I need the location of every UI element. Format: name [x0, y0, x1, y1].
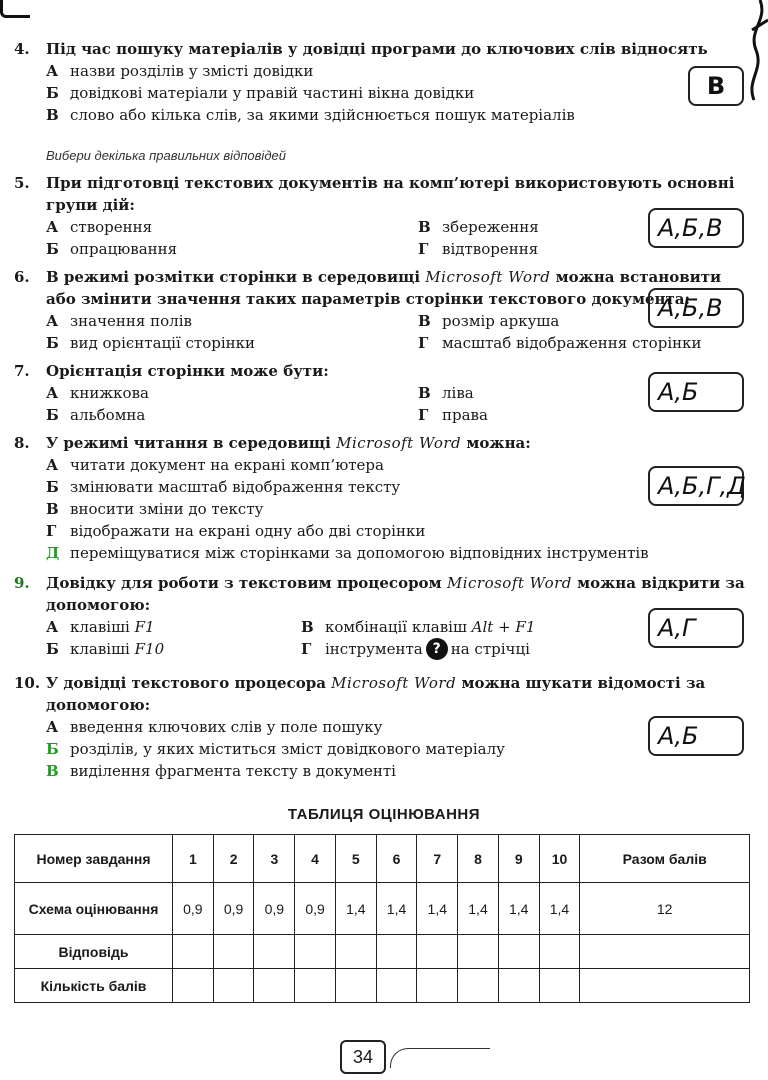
option	[46, 82, 754, 104]
question-text-part: Довідку для роботи з текстовим процесором	[46, 574, 442, 592]
option-letter: В	[46, 500, 59, 518]
question-number: 6.	[14, 268, 30, 286]
points-cell[interactable]	[254, 969, 295, 1003]
instruction-text: Вибери декілька правильних відповідей	[46, 148, 286, 163]
score-cell: 1,4	[376, 883, 417, 935]
score-cell: 1,4	[539, 883, 580, 935]
points-cell[interactable]	[498, 969, 539, 1003]
points-cell[interactable]	[335, 969, 376, 1003]
column-header: 3	[254, 835, 295, 883]
question-text-part: можна відкрити за допомогою:	[46, 574, 745, 614]
option-text: на стрічці	[450, 640, 530, 658]
score-cell: 0,9	[254, 883, 295, 935]
option-letter: А	[46, 456, 59, 474]
score-cell: 1,4	[458, 883, 499, 935]
question-number: 9.	[14, 574, 30, 592]
question-text-part: У режимі читання в середовищі	[46, 434, 331, 452]
option-text: виділення фрагмента тексту в документі	[70, 762, 396, 780]
option-text: відтворення	[442, 240, 539, 258]
option-letter: В	[418, 312, 431, 330]
score-table	[14, 834, 750, 1003]
option-text: введення ключових слів у поле пошуку	[70, 718, 383, 736]
answer-box-8[interactable]: А,Б,Г,Д	[648, 466, 744, 506]
key-name: F1	[134, 618, 155, 636]
question-4	[14, 38, 754, 126]
answer-box-10[interactable]: А,Б	[648, 716, 744, 756]
option-text: книжкова	[70, 384, 149, 402]
answer-cell[interactable]	[539, 935, 580, 969]
answer-cell[interactable]	[458, 935, 499, 969]
total-cell: 12	[580, 883, 750, 935]
corner-mark	[0, 0, 30, 18]
points-cell[interactable]	[376, 969, 417, 1003]
option-letter: В	[418, 384, 431, 402]
option	[301, 616, 641, 638]
option-letter: А	[46, 718, 59, 736]
score-cell: 1,4	[498, 883, 539, 935]
question-text	[46, 432, 754, 454]
question-number: 7.	[14, 362, 30, 380]
key-combination: Alt + F1	[471, 618, 536, 636]
points-cell[interactable]	[173, 969, 214, 1003]
question-text: Орієнтація сторінки може бути:	[46, 362, 329, 380]
table-title: ТАБЛИЦЯ ОЦІНЮВАННЯ	[287, 806, 481, 823]
question-text-part: У довідці текстового процесора	[46, 674, 326, 692]
option-text: клавіші	[70, 618, 130, 636]
answer-box-7[interactable]: А,Б	[648, 372, 744, 412]
option	[46, 332, 418, 354]
option-text: відображати на екрані одну або дві сторінки	[70, 522, 426, 540]
option-text: довідкові матеріали у правій частині вікна довідки	[70, 84, 475, 102]
answer-box-9[interactable]: А,Г	[648, 608, 744, 648]
points-cell[interactable]	[417, 969, 458, 1003]
help-question-icon: ?	[426, 638, 448, 660]
option-letter: А	[46, 384, 59, 402]
option	[46, 760, 754, 782]
option-letter: Б	[46, 406, 59, 424]
question-6	[14, 266, 754, 354]
answer-cell[interactable]	[254, 935, 295, 969]
option-letter: Г	[301, 640, 312, 658]
option-letter: Г	[418, 334, 429, 352]
answer-cell[interactable]	[213, 935, 254, 969]
app-name: Microsoft Word	[446, 574, 572, 592]
app-name: Microsoft Word	[425, 268, 551, 286]
column-header: 2	[213, 835, 254, 883]
option	[46, 520, 754, 542]
page-number-decoration	[390, 1048, 490, 1068]
option-letter: Г	[418, 406, 429, 424]
option-text: переміщуватися між сторінками за допомогою відповідних інструментів	[70, 544, 649, 562]
answer-cell[interactable]	[173, 935, 214, 969]
option-text: клавіші	[70, 640, 130, 658]
option	[46, 616, 301, 638]
option	[46, 60, 754, 82]
app-name: Microsoft Word	[331, 674, 457, 692]
answer-cell[interactable]	[295, 935, 336, 969]
question-text	[46, 672, 754, 716]
option-text: права	[442, 406, 488, 424]
question-10	[14, 672, 754, 782]
answer-cell[interactable]	[417, 935, 458, 969]
table-header-label: Номер завдання	[15, 835, 173, 883]
option-letter: Г	[46, 522, 57, 540]
option-letter: Б	[46, 640, 59, 658]
score-cell: 0,9	[295, 883, 336, 935]
app-name: Microsoft Word	[336, 434, 462, 452]
score-cell: 0,9	[173, 883, 214, 935]
option-letter: А	[46, 618, 59, 636]
question-number: 10.	[14, 674, 41, 692]
question-text-part: можна:	[466, 434, 531, 452]
row-label: Відповідь	[15, 935, 173, 969]
option-text: створення	[70, 218, 153, 236]
column-header: 5	[335, 835, 376, 883]
option-letter: А	[46, 62, 59, 80]
answer-total-cell[interactable]	[580, 935, 750, 969]
points-total-cell[interactable]	[580, 969, 750, 1003]
option-letter: Б	[46, 84, 59, 102]
option	[46, 542, 754, 564]
question-7	[14, 360, 754, 426]
question-text-part: можна встановити або змінити значення таких параметрів сторінки текстового документа:	[46, 268, 722, 308]
question-number: 5.	[14, 174, 30, 192]
option-text: вносити зміни до тексту	[70, 500, 264, 518]
row-label: Схема оцінювання	[15, 883, 173, 935]
option-letter: В	[46, 106, 59, 124]
option	[46, 404, 418, 426]
option-text: розділів, у яких міститься зміст довідкового матеріалу	[70, 740, 505, 758]
column-header: 9	[498, 835, 539, 883]
option-text: інструмента	[325, 640, 423, 658]
option	[46, 638, 301, 660]
column-header: 1	[173, 835, 214, 883]
option-letter: В	[418, 218, 431, 236]
question-8	[14, 432, 754, 564]
option-text: читати документ на екрані комп’ютера	[70, 456, 384, 474]
option-letter: Д	[46, 544, 60, 562]
answer-box-4[interactable]: В	[688, 66, 744, 106]
key-name: F10	[134, 640, 165, 658]
points-cell[interactable]	[539, 969, 580, 1003]
question-9	[14, 572, 754, 660]
row-label: Кількість балів	[15, 969, 173, 1003]
score-cell: 0,9	[213, 883, 254, 935]
option-letter: Б	[46, 740, 59, 758]
option-letter: Б	[46, 240, 59, 258]
answer-cell[interactable]	[498, 935, 539, 969]
question-number: 8.	[14, 434, 30, 452]
score-cell: 1,4	[417, 883, 458, 935]
option-text: комбінації клавіш	[325, 618, 467, 636]
column-header: 6	[376, 835, 417, 883]
option	[46, 310, 418, 332]
option	[46, 382, 418, 404]
total-header: Разом балів	[580, 835, 750, 883]
option-text: слово або кілька слів, за якими здійснюється пошук матеріалів	[70, 106, 575, 124]
points-cell[interactable]	[213, 969, 254, 1003]
option-text: альбомна	[70, 406, 146, 424]
question-text: При підготовці текстових документів на комп’ютері використовують основні групи дій:	[46, 174, 735, 214]
points-cell[interactable]	[458, 969, 499, 1003]
answer-cell[interactable]	[376, 935, 417, 969]
page-number: 34	[340, 1040, 386, 1074]
column-header: 4	[295, 835, 336, 883]
question-number: 4.	[14, 40, 30, 58]
answer-box-5[interactable]: А,Б,В	[648, 208, 744, 248]
option	[46, 238, 418, 260]
option-text: змінювати масштаб відображення тексту	[70, 478, 401, 496]
question-text-part: В режимі розмітки сторінки в середовищі	[46, 268, 421, 286]
question-5	[14, 172, 754, 260]
option	[301, 638, 641, 660]
question-text: Під час пошуку матеріалів у довідці програми до ключових слів відносять	[46, 40, 708, 58]
column-header: 10	[539, 835, 580, 883]
answer-box-6[interactable]: А,Б,В	[648, 288, 744, 328]
option-text: вид орієнтації сторінки	[70, 334, 256, 352]
column-header: 7	[417, 835, 458, 883]
option-text: масштаб відображення сторінки	[442, 334, 702, 352]
points-cell[interactable]	[295, 969, 336, 1003]
option-text: збереження	[442, 218, 539, 236]
option-text: назви розділів у змісті довідки	[70, 62, 314, 80]
option-letter: В	[46, 762, 59, 780]
score-cell: 1,4	[335, 883, 376, 935]
option	[418, 332, 738, 354]
option-text: опрацювання	[70, 240, 178, 258]
question-text-part: можна шукати відомості за допомогою:	[46, 674, 706, 714]
option-letter: А	[46, 218, 59, 236]
question-text	[46, 572, 754, 616]
option-text: ліва	[442, 384, 474, 402]
option-text: значення полів	[70, 312, 192, 330]
option-text: розмір аркуша	[442, 312, 560, 330]
option-letter: А	[46, 312, 59, 330]
option	[46, 104, 754, 126]
option-letter: Г	[418, 240, 429, 258]
answer-cell[interactable]	[335, 935, 376, 969]
option	[46, 216, 418, 238]
option-letter: Б	[46, 334, 59, 352]
column-header: 8	[458, 835, 499, 883]
option-letter: В	[301, 618, 314, 636]
option-letter: Б	[46, 478, 59, 496]
